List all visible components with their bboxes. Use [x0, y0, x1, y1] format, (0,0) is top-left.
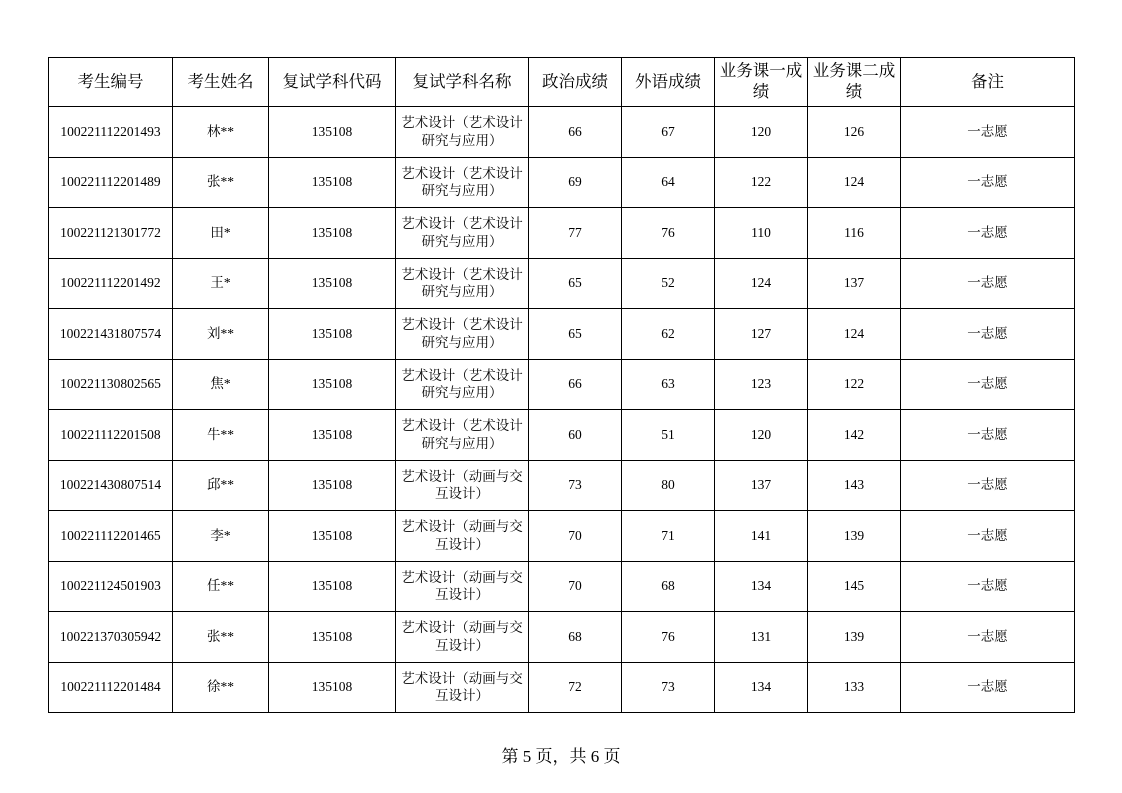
column-header-subject-code: 复试学科代码 — [269, 58, 396, 107]
cell-major-one-score: 124 — [715, 258, 808, 309]
table-row — [49, 107, 1075, 158]
column-header-major-one-score: 业务课一成绩 — [715, 58, 808, 107]
cell-candidate-id: 100221430807514 — [49, 460, 173, 511]
cell-subject-name: 艺术设计（艺术设计研究与应用） — [396, 309, 529, 360]
cell-major-one-score: 123 — [715, 359, 808, 410]
cell-subject-name: 艺术设计（艺术设计研究与应用） — [396, 157, 529, 208]
cell-candidate-name: 王* — [173, 258, 269, 309]
cell-foreign-language-score: 62 — [622, 309, 715, 360]
cell-subject-name: 艺术设计（动画与交互设计） — [396, 662, 529, 713]
cell-remark: 一志愿 — [901, 662, 1075, 713]
cell-major-two-score: 133 — [808, 662, 901, 713]
cell-candidate-name: 焦* — [173, 359, 269, 410]
cell-politics-score: 66 — [529, 107, 622, 158]
cell-major-two-score: 116 — [808, 208, 901, 259]
cell-major-two-score: 139 — [808, 612, 901, 663]
cell-politics-score: 65 — [529, 258, 622, 309]
cell-major-one-score: 134 — [715, 662, 808, 713]
cell-politics-score: 69 — [529, 157, 622, 208]
cell-politics-score: 60 — [529, 410, 622, 461]
table-body — [49, 107, 1075, 713]
score-table-container — [48, 57, 1074, 713]
cell-remark: 一志愿 — [901, 309, 1075, 360]
cell-subject-code: 135108 — [269, 107, 396, 158]
cell-foreign-language-score: 63 — [622, 359, 715, 410]
cell-subject-code: 135108 — [269, 612, 396, 663]
cell-foreign-language-score: 51 — [622, 410, 715, 461]
cell-foreign-language-score: 64 — [622, 157, 715, 208]
cell-politics-score: 73 — [529, 460, 622, 511]
cell-remark: 一志愿 — [901, 359, 1075, 410]
cell-politics-score: 65 — [529, 309, 622, 360]
cell-candidate-id: 100221112201493 — [49, 107, 173, 158]
cell-candidate-id: 100221112201508 — [49, 410, 173, 461]
cell-subject-name: 艺术设计（艺术设计研究与应用） — [396, 107, 529, 158]
cell-politics-score: 68 — [529, 612, 622, 663]
table-row — [49, 359, 1075, 410]
cell-candidate-id: 100221370305942 — [49, 612, 173, 663]
cell-candidate-id: 100221431807574 — [49, 309, 173, 360]
page-footer — [0, 742, 1122, 767]
cell-foreign-language-score: 71 — [622, 511, 715, 562]
cell-candidate-name: 牛** — [173, 410, 269, 461]
cell-subject-code: 135108 — [269, 359, 396, 410]
cell-subject-name: 艺术设计（动画与交互设计） — [396, 561, 529, 612]
cell-subject-name: 艺术设计（艺术设计研究与应用） — [396, 208, 529, 259]
cell-subject-code: 135108 — [269, 208, 396, 259]
cell-candidate-name: 张** — [173, 157, 269, 208]
cell-major-two-score: 122 — [808, 359, 901, 410]
cell-politics-score: 70 — [529, 511, 622, 562]
cell-candidate-name: 田* — [173, 208, 269, 259]
cell-remark: 一志愿 — [901, 561, 1075, 612]
cell-remark: 一志愿 — [901, 612, 1075, 663]
cell-major-one-score: 141 — [715, 511, 808, 562]
cell-remark: 一志愿 — [901, 460, 1075, 511]
cell-foreign-language-score: 73 — [622, 662, 715, 713]
column-header-politics-score: 政治成绩 — [529, 58, 622, 107]
table-row — [49, 208, 1075, 259]
cell-major-two-score: 137 — [808, 258, 901, 309]
cell-major-one-score: 110 — [715, 208, 808, 259]
cell-major-two-score: 124 — [808, 157, 901, 208]
cell-candidate-id: 100221112201489 — [49, 157, 173, 208]
cell-subject-code: 135108 — [269, 410, 396, 461]
cell-subject-code: 135108 — [269, 662, 396, 713]
cell-candidate-name: 林** — [173, 107, 269, 158]
cell-candidate-name: 徐** — [173, 662, 269, 713]
cell-candidate-id: 100221112201492 — [49, 258, 173, 309]
cell-remark: 一志愿 — [901, 157, 1075, 208]
cell-major-two-score: 145 — [808, 561, 901, 612]
table-row — [49, 410, 1075, 461]
cell-major-two-score: 142 — [808, 410, 901, 461]
column-header-candidate-id: 考生编号 — [49, 58, 173, 107]
column-header-subject-name: 复试学科名称 — [396, 58, 529, 107]
column-header-foreign-language-score: 外语成绩 — [622, 58, 715, 107]
cell-candidate-name: 任** — [173, 561, 269, 612]
cell-remark: 一志愿 — [901, 410, 1075, 461]
cell-major-two-score: 139 — [808, 511, 901, 562]
table-row — [49, 612, 1075, 663]
score-table — [48, 57, 1075, 713]
cell-foreign-language-score: 67 — [622, 107, 715, 158]
cell-candidate-id: 100221124501903 — [49, 561, 173, 612]
column-header-major-two-score: 业务课二成绩 — [808, 58, 901, 107]
table-row — [49, 460, 1075, 511]
column-header-remark: 备注 — [901, 58, 1075, 107]
cell-major-one-score: 120 — [715, 410, 808, 461]
cell-candidate-name: 邱** — [173, 460, 269, 511]
cell-subject-name: 艺术设计（艺术设计研究与应用） — [396, 359, 529, 410]
table-header-row — [49, 58, 1075, 107]
cell-major-one-score: 120 — [715, 107, 808, 158]
cell-candidate-id: 100221130802565 — [49, 359, 173, 410]
page-number-text: 第 5 页，共 6 页 — [501, 747, 621, 766]
cell-candidate-name: 李* — [173, 511, 269, 562]
cell-major-one-score: 134 — [715, 561, 808, 612]
cell-subject-code: 135108 — [269, 511, 396, 562]
table-row — [49, 561, 1075, 612]
cell-major-two-score: 126 — [808, 107, 901, 158]
table-row — [49, 309, 1075, 360]
table-head — [49, 58, 1075, 107]
cell-subject-code: 135108 — [269, 309, 396, 360]
cell-foreign-language-score: 68 — [622, 561, 715, 612]
cell-remark: 一志愿 — [901, 258, 1075, 309]
cell-candidate-id: 100221112201465 — [49, 511, 173, 562]
cell-candidate-id: 100221121301772 — [49, 208, 173, 259]
cell-candidate-name: 张** — [173, 612, 269, 663]
cell-major-two-score: 143 — [808, 460, 901, 511]
cell-subject-name: 艺术设计（动画与交互设计） — [396, 511, 529, 562]
table-row — [49, 157, 1075, 208]
cell-subject-name: 艺术设计（艺术设计研究与应用） — [396, 258, 529, 309]
cell-major-two-score: 124 — [808, 309, 901, 360]
cell-major-one-score: 127 — [715, 309, 808, 360]
cell-subject-code: 135108 — [269, 157, 396, 208]
cell-politics-score: 66 — [529, 359, 622, 410]
table-row — [49, 258, 1075, 309]
cell-foreign-language-score: 76 — [622, 612, 715, 663]
table-row — [49, 662, 1075, 713]
cell-foreign-language-score: 80 — [622, 460, 715, 511]
cell-remark: 一志愿 — [901, 107, 1075, 158]
cell-foreign-language-score: 76 — [622, 208, 715, 259]
cell-subject-name: 艺术设计（艺术设计研究与应用） — [396, 410, 529, 461]
cell-subject-code: 135108 — [269, 460, 396, 511]
cell-major-one-score: 122 — [715, 157, 808, 208]
cell-subject-code: 135108 — [269, 561, 396, 612]
cell-politics-score: 70 — [529, 561, 622, 612]
cell-subject-code: 135108 — [269, 258, 396, 309]
cell-politics-score: 72 — [529, 662, 622, 713]
cell-subject-name: 艺术设计（动画与交互设计） — [396, 460, 529, 511]
cell-major-one-score: 131 — [715, 612, 808, 663]
cell-candidate-id: 100221112201484 — [49, 662, 173, 713]
cell-remark: 一志愿 — [901, 208, 1075, 259]
column-header-candidate-name: 考生姓名 — [173, 58, 269, 107]
cell-candidate-name: 刘** — [173, 309, 269, 360]
table-row — [49, 511, 1075, 562]
cell-subject-name: 艺术设计（动画与交互设计） — [396, 612, 529, 663]
cell-foreign-language-score: 52 — [622, 258, 715, 309]
cell-remark: 一志愿 — [901, 511, 1075, 562]
cell-politics-score: 77 — [529, 208, 622, 259]
cell-major-one-score: 137 — [715, 460, 808, 511]
